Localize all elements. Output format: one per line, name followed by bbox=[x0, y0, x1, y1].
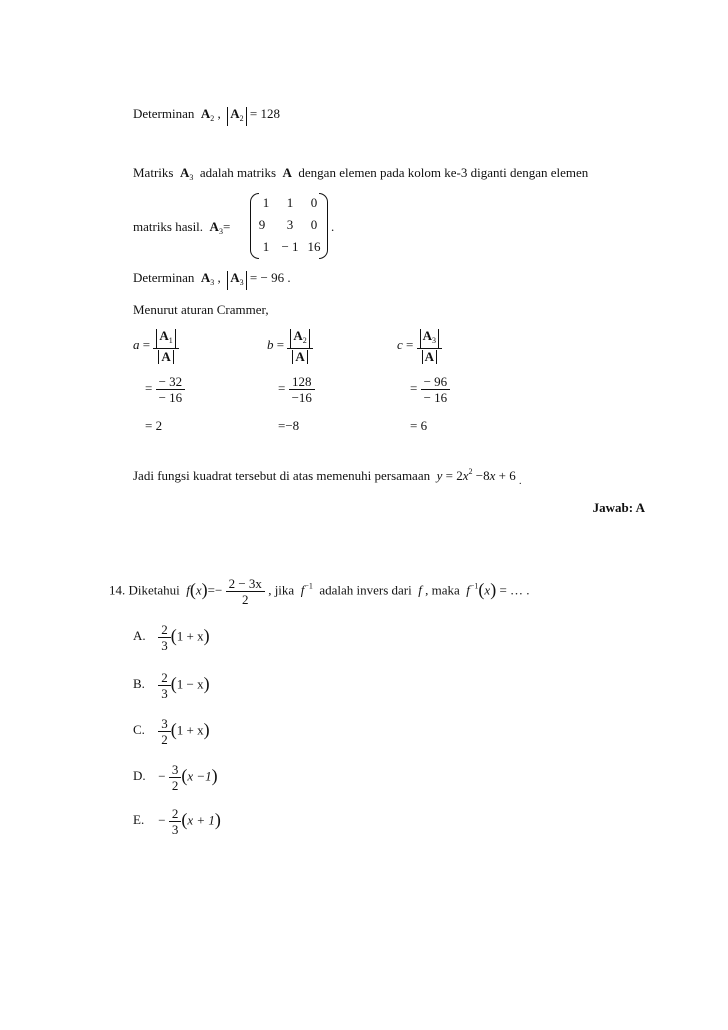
cramer-result-b: =−8 bbox=[278, 418, 300, 433]
cramer-fraction bbox=[153, 328, 178, 364]
det-a3-value: = − 96 . bbox=[249, 270, 291, 285]
option-expr: x + 1 bbox=[187, 812, 215, 828]
matriks-rest: dengan elemen pada kolom ke-3 diganti dengan elemen bbox=[298, 165, 589, 180]
step-num: − 96 bbox=[421, 374, 451, 390]
question-fraction bbox=[226, 576, 265, 607]
matrix-prefix: matriks hasil. bbox=[133, 219, 204, 234]
matrix-a-symbol: A bbox=[295, 349, 305, 364]
minus-8: −8 bbox=[475, 468, 490, 483]
matrix-a-symbol: A bbox=[161, 349, 171, 364]
var-x: x bbox=[489, 468, 496, 483]
option-sign: − bbox=[158, 812, 166, 828]
matrix-cell: 0 bbox=[310, 195, 318, 210]
option-fraction bbox=[158, 716, 171, 747]
option-letter: A. bbox=[133, 628, 146, 644]
frac-num: 2 bbox=[169, 806, 182, 822]
conclusion-line bbox=[133, 467, 521, 487]
step-num: 128 bbox=[289, 374, 315, 390]
equals: = bbox=[406, 336, 414, 352]
var-x: x bbox=[462, 468, 469, 483]
question-pre: Diketahui bbox=[128, 582, 180, 598]
cramer-col-c bbox=[397, 328, 442, 364]
question-end: = … . bbox=[499, 582, 530, 598]
equals: = bbox=[142, 336, 151, 352]
var-x: x bbox=[484, 582, 491, 598]
cramer-var: c bbox=[397, 336, 403, 352]
separator: , bbox=[217, 270, 221, 285]
cramer-result-a: = 2 bbox=[145, 418, 163, 433]
subscript: 3 bbox=[210, 278, 215, 287]
step-den: −16 bbox=[291, 390, 312, 405]
func-f: f bbox=[418, 582, 422, 598]
matrix-a-symbol: A bbox=[282, 165, 292, 180]
matrix-cell: − 1 bbox=[281, 239, 299, 254]
option-sign: − bbox=[158, 768, 166, 784]
frac-den: 2 bbox=[242, 592, 249, 607]
matrix-cell: 16 bbox=[307, 239, 321, 254]
matrix-cell: 1 bbox=[262, 239, 270, 254]
subscript: 3 bbox=[432, 336, 437, 345]
option-letter: C. bbox=[133, 722, 145, 738]
subscript: 1 bbox=[168, 336, 173, 345]
matrix-cell: 9 bbox=[258, 217, 266, 232]
option-b: B. $\frac{2}{3}$ (1 − x) bbox=[133, 670, 210, 701]
question-mid3: , maka bbox=[425, 582, 460, 598]
option-d: D. − $\frac{3}{2}$ (x −1) bbox=[133, 762, 218, 793]
option-letter: D. bbox=[133, 768, 146, 784]
conclusion-text: Jadi fungsi kuadrat tersebut di atas memenuhi persamaan bbox=[133, 468, 431, 483]
func-f: f bbox=[466, 582, 470, 598]
question-mid2: adalah invers dari bbox=[319, 582, 412, 598]
cramer-step-b: = $\frac{128}{-16}$ bbox=[278, 374, 315, 405]
answer-label: Jawab: A bbox=[592, 500, 645, 515]
question-number: 14. bbox=[109, 582, 126, 598]
matrix-cell: 0 bbox=[310, 217, 318, 232]
matrix-cell: 1 bbox=[262, 195, 270, 210]
matrix-cell: 3 bbox=[286, 217, 294, 232]
frac-num: 2 − 3x bbox=[226, 576, 265, 592]
frac-den: 3 bbox=[161, 638, 168, 653]
det-a2-line bbox=[133, 106, 280, 126]
cramer-step-fraction bbox=[156, 374, 186, 405]
func-f: f bbox=[300, 582, 305, 598]
frac-num: 3 bbox=[169, 762, 182, 778]
option-fraction bbox=[169, 806, 182, 837]
determinant-bars bbox=[227, 107, 246, 126]
matrix-a-symbol: A bbox=[230, 106, 240, 121]
matriks-prefix: Matriks bbox=[133, 165, 174, 180]
cramer-step-fraction bbox=[421, 374, 451, 405]
option-c: C. $\frac{3}{2}$ (1 + x) bbox=[133, 716, 210, 747]
option-expr: x −1 bbox=[187, 768, 212, 784]
frac-num: 2 bbox=[158, 670, 171, 686]
question-mid1: , jika bbox=[268, 582, 295, 598]
frac-den: 3 bbox=[161, 686, 168, 701]
matrix-end: . bbox=[331, 219, 335, 234]
matrix-a-symbol: A bbox=[293, 328, 303, 343]
det-a2-value: = 128 bbox=[249, 106, 280, 121]
cramer-step-c: = $\frac{- 96}{- 16}$ bbox=[410, 374, 450, 405]
subscript: 2 bbox=[302, 336, 307, 345]
matrix-line bbox=[133, 219, 230, 236]
equals: = bbox=[276, 336, 285, 352]
determinant-bars bbox=[227, 271, 246, 290]
matrix-a-symbol: A bbox=[209, 219, 219, 234]
cramer-result-c: = 6 bbox=[410, 418, 428, 433]
superscript: 2 bbox=[468, 467, 473, 476]
equals: = bbox=[222, 219, 231, 234]
cramer-step-a: = $\frac{- 32}{- 16}$ bbox=[145, 374, 185, 405]
subscript: 2 bbox=[239, 114, 244, 123]
matrix-a3 bbox=[250, 193, 328, 257]
matrix-a-symbol: A bbox=[179, 165, 190, 180]
crammer-heading: Menurut aturan Crammer, bbox=[133, 302, 269, 317]
inverse-superscript: −1 bbox=[304, 581, 313, 591]
frac-den: 2 bbox=[161, 732, 168, 747]
option-letter: E. bbox=[133, 812, 145, 828]
separator: , bbox=[217, 106, 221, 121]
var-y: y bbox=[436, 468, 443, 483]
matrix-a-symbol: A bbox=[200, 270, 211, 285]
matrix-cell: 1 bbox=[286, 195, 294, 210]
matrix-a-symbol: A bbox=[200, 106, 211, 121]
question-14: 14. Diketahui f(x)=− $\frac{2 - 3x}{2}$ , jika $f^{-1}$ adalah invers dari f , maka $f^{-1}(x)$ = … . bbox=[109, 576, 530, 607]
matrix-a-symbol: A bbox=[422, 328, 433, 343]
var-x: x bbox=[195, 582, 202, 598]
frac-den: 3 bbox=[171, 822, 179, 837]
cramer-step-fraction bbox=[289, 374, 315, 405]
det-a3-line bbox=[133, 270, 291, 290]
option-letter: B. bbox=[133, 676, 145, 692]
det-a2-prefix: Determinan bbox=[133, 106, 195, 121]
option-a: A. $\frac{2}{3}$ (1 + x) bbox=[133, 622, 210, 653]
step-den: − 16 bbox=[158, 390, 183, 405]
subscript: 3 bbox=[218, 227, 223, 236]
cramer-fraction bbox=[417, 328, 442, 364]
subscript: 3 bbox=[189, 173, 194, 182]
cramer-col-b bbox=[267, 328, 313, 364]
matriks-mid: adalah matriks bbox=[199, 165, 277, 180]
inverse-superscript: −1 bbox=[469, 581, 479, 591]
option-e: E. − $\frac{2}{3}$ (x + 1) bbox=[133, 806, 221, 837]
step-num: − 32 bbox=[156, 374, 186, 390]
subscript: 3 bbox=[239, 278, 244, 287]
option-fraction bbox=[169, 762, 182, 793]
cramer-fraction bbox=[287, 328, 312, 364]
option-expr: 1 + x bbox=[176, 722, 204, 738]
plus-6: + 6 bbox=[498, 468, 516, 483]
equals-minus: =− bbox=[207, 582, 223, 598]
step-den: − 16 bbox=[423, 390, 448, 405]
func-f: f bbox=[186, 582, 190, 598]
det-a3-prefix: Determinan bbox=[133, 270, 195, 285]
cramer-var: b bbox=[267, 336, 274, 352]
conclusion-end: . bbox=[518, 476, 522, 487]
matrix-a-symbol: A bbox=[159, 328, 169, 343]
option-fraction bbox=[158, 670, 171, 701]
option-expr: 1 + x bbox=[176, 628, 204, 644]
frac-den: 2 bbox=[171, 778, 179, 793]
cramer-col-a bbox=[133, 328, 179, 364]
option-expr: 1 − x bbox=[176, 676, 204, 692]
matriks-a3-line bbox=[133, 165, 588, 182]
matrix-a-symbol: A bbox=[424, 349, 435, 364]
cramer-var: a bbox=[133, 336, 140, 352]
frac-num: 2 bbox=[158, 622, 171, 638]
subscript: 2 bbox=[210, 114, 215, 123]
matrix-a-symbol: A bbox=[230, 270, 240, 285]
equals-2: = 2 bbox=[445, 468, 463, 483]
option-fraction bbox=[158, 622, 171, 653]
frac-num: 3 bbox=[158, 716, 171, 732]
